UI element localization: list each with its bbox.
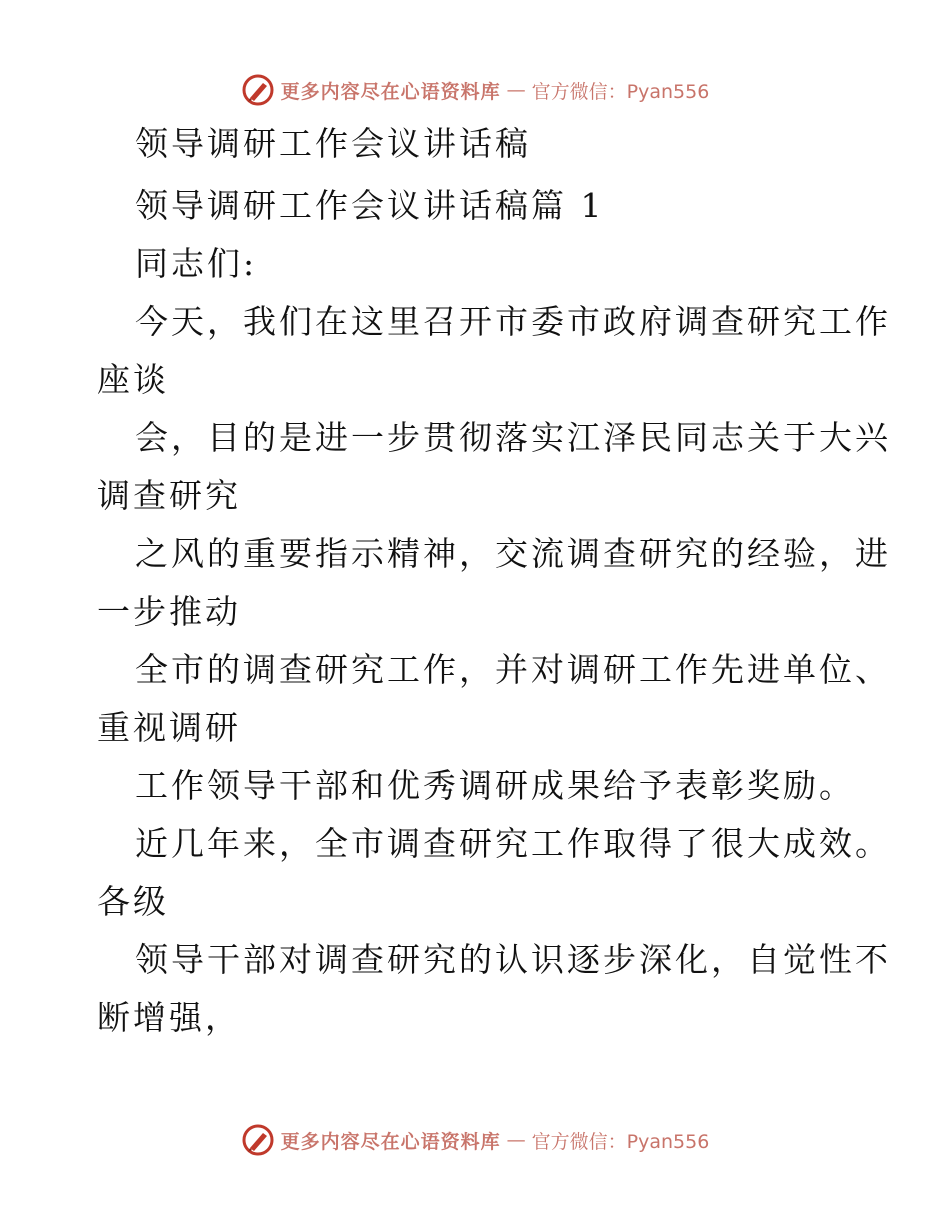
body-line: 之风的重要指示精神，交流调查研究的经验，进: [135, 534, 891, 573]
watermark-contact: 官方微信：Pyan556: [531, 80, 710, 103]
body-line: 全市的调查研究工作，并对调研工作先进单位、: [135, 650, 891, 689]
salutation: 同志们:: [135, 244, 258, 283]
body-line: 调查研究: [97, 476, 241, 515]
watermark-text: 更多内容尽在心语资料库: [280, 80, 501, 103]
watermark-contact: 官方微信：Pyan556: [531, 1130, 710, 1153]
footer-watermark: [0, 1120, 950, 1160]
body-line: 断增强，: [97, 998, 241, 1037]
body-line: 重视调研: [97, 708, 241, 747]
body-line: 近几年来，全市调查研究工作取得了很大成效。: [135, 824, 891, 863]
body-line: 今天，我们在这里召开市委市政府调查研究工作: [135, 302, 891, 341]
body-line: 工作领导干部和优秀调研成果给予表彰奖励。: [135, 766, 855, 805]
body-line: 会，目的是进一步贯彻落实江泽民同志关于大兴: [135, 418, 891, 457]
pen-logo-icon: [241, 73, 275, 107]
body-line: 各级: [97, 882, 169, 921]
body-line: 座谈: [97, 360, 169, 399]
header-watermark: [0, 70, 950, 110]
watermark-dash: —: [506, 79, 526, 101]
document-title: 领导调研工作会议讲话稿: [135, 124, 531, 163]
section-heading: 领导调研工作会议讲话稿篇 1: [135, 186, 605, 225]
watermark-text: 更多内容尽在心语资料库: [280, 1130, 501, 1153]
body-line: 领导干部对调查研究的认识逐步深化，自觉性不: [135, 940, 891, 979]
body-line: 一步推动: [97, 592, 241, 631]
pen-logo-icon: [241, 1123, 275, 1157]
watermark-dash: —: [506, 1129, 526, 1151]
